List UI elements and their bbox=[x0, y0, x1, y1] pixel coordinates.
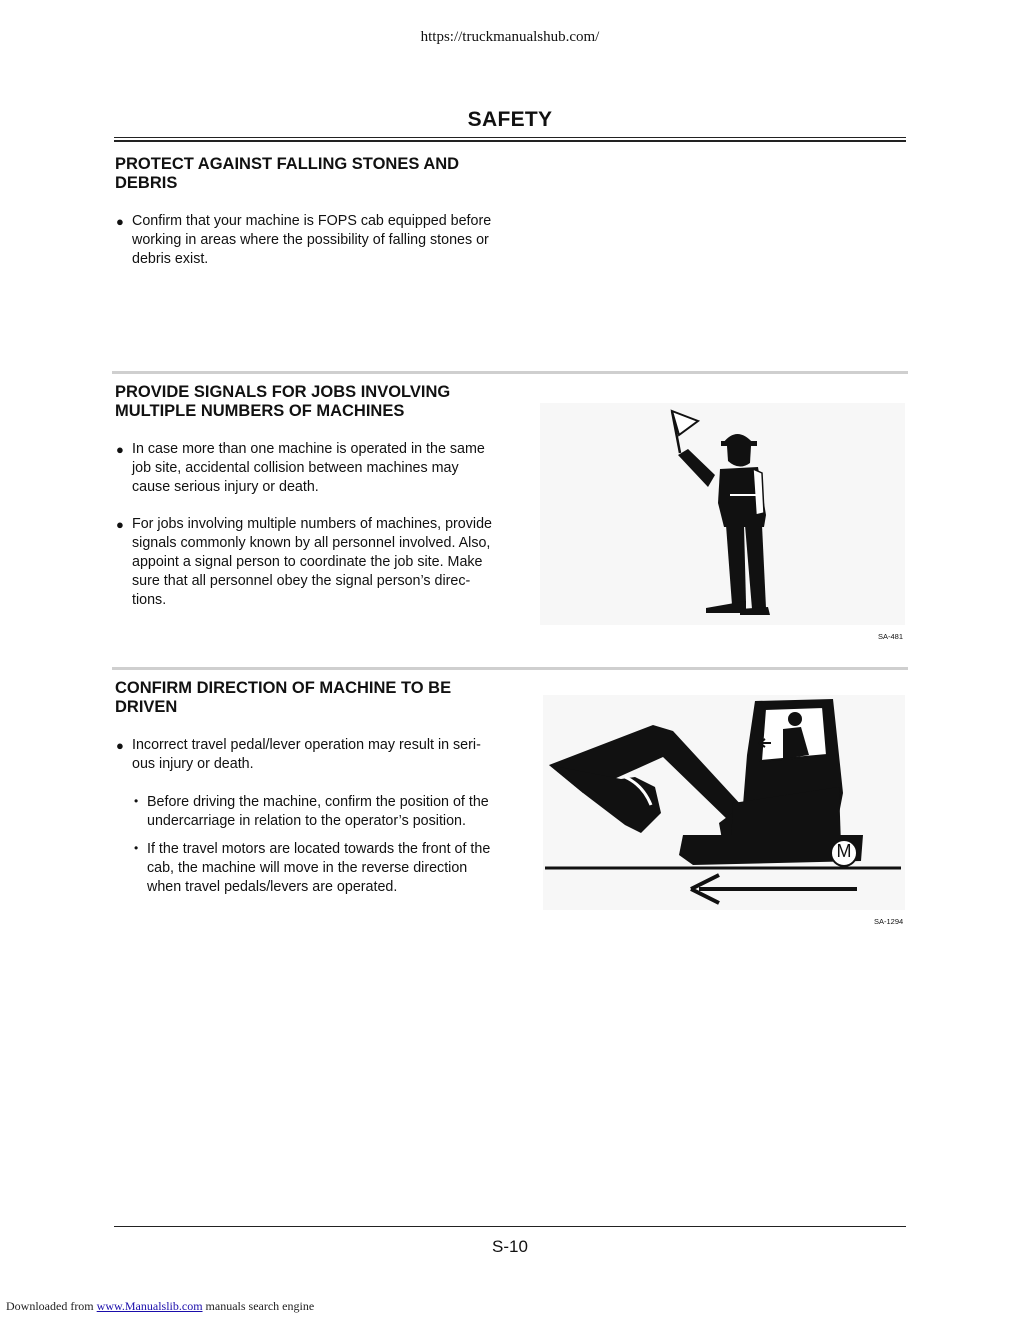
bullet-item bbox=[116, 440, 528, 497]
bullet-line: undercarriage in relation to the operator’s position. bbox=[147, 813, 466, 829]
flagman-icon bbox=[540, 403, 905, 625]
figure-label: SA-481 bbox=[878, 632, 904, 641]
bullet-line: ous injury or death. bbox=[132, 756, 254, 772]
heading-line: PROTECT AGAINST FALLING STONES AND bbox=[115, 155, 460, 173]
bullet-line: appoint a signal person to coordinate the job site. Make bbox=[132, 554, 483, 570]
heading-line: DEBRIS bbox=[115, 174, 178, 192]
bullet-line: If the travel motors are located towards the front of the bbox=[147, 841, 491, 857]
flagman-figure bbox=[540, 403, 905, 625]
source-url[interactable] bbox=[0, 29, 1020, 46]
heading-line: MULTIPLE NUMBERS OF MACHINES bbox=[115, 402, 405, 420]
bullet-line: signals commonly known by all personnel involved. Also, bbox=[132, 535, 491, 551]
excavator-figure bbox=[543, 695, 905, 910]
figure-label: SA-1294 bbox=[874, 917, 904, 926]
section-heading-direction bbox=[115, 679, 545, 717]
bullet-line: tions. bbox=[132, 592, 167, 608]
motor-badge-label: M bbox=[836, 841, 852, 861]
download-footer bbox=[6, 1299, 314, 1314]
bullet-line: cab, the machine will move in the reverse direction bbox=[147, 860, 468, 876]
section-divider bbox=[112, 371, 908, 374]
bullet-item bbox=[116, 212, 528, 269]
section-divider bbox=[112, 667, 908, 670]
footer-suffix: manuals search engine bbox=[205, 1299, 315, 1313]
bullet-line: Confirm that your machine is FOPS cab equipped before bbox=[132, 213, 492, 229]
page-number: S-10 bbox=[492, 1237, 528, 1256]
heading-line: PROVIDE SIGNALS FOR JOBS INVOLVING bbox=[115, 383, 451, 401]
footer-rule bbox=[114, 1226, 906, 1227]
bullet-line: In case more than one machine is operated in the same bbox=[132, 441, 485, 457]
bullet-line: job site, accidental collision between machines may bbox=[132, 460, 459, 476]
bullet-line: Before driving the machine, confirm the position of the bbox=[147, 794, 489, 810]
sub-bullet-item bbox=[134, 793, 528, 831]
bullet-icon: ● bbox=[116, 517, 124, 532]
bullet-line: For jobs involving multiple numbers of machines, provide bbox=[132, 516, 492, 532]
bullet-icon: ● bbox=[116, 214, 124, 229]
sub-bullet-icon: • bbox=[134, 794, 139, 808]
bullet-icon: ● bbox=[116, 738, 124, 753]
manualslib-link[interactable]: www.Manualslib.com bbox=[96, 1299, 203, 1313]
title-rule bbox=[114, 137, 906, 142]
section-heading-signals bbox=[115, 383, 545, 421]
sub-bullet-item bbox=[134, 840, 528, 897]
sub-bullet-icon: • bbox=[134, 841, 139, 855]
heading-line: CONFIRM DIRECTION OF MACHINE TO BE bbox=[115, 679, 452, 697]
bullet-line: Incorrect travel pedal/lever operation may result in seri- bbox=[132, 737, 481, 753]
excavator-icon bbox=[543, 695, 905, 910]
bullet-item bbox=[116, 736, 528, 774]
bullet-line: sure that all personnel obey the signal person’s direc- bbox=[132, 573, 471, 589]
heading-line: DRIVEN bbox=[115, 698, 178, 716]
bullet-item bbox=[116, 515, 528, 610]
section-heading-falling-stones bbox=[115, 155, 545, 193]
bullet-line: debris exist. bbox=[132, 251, 209, 267]
footer-prefix: Downloaded from bbox=[6, 1299, 94, 1313]
page-title: SAFETY bbox=[467, 108, 553, 131]
bullet-line: when travel pedals/levers are operated. bbox=[147, 879, 398, 895]
bullet-line: cause serious injury or death. bbox=[132, 479, 319, 495]
bullet-icon: ● bbox=[116, 442, 124, 457]
bullet-line: working in areas where the possibility of falling stones or bbox=[132, 232, 489, 248]
source-url-link[interactable]: https://truckmanualshub.com/ bbox=[420, 29, 600, 45]
